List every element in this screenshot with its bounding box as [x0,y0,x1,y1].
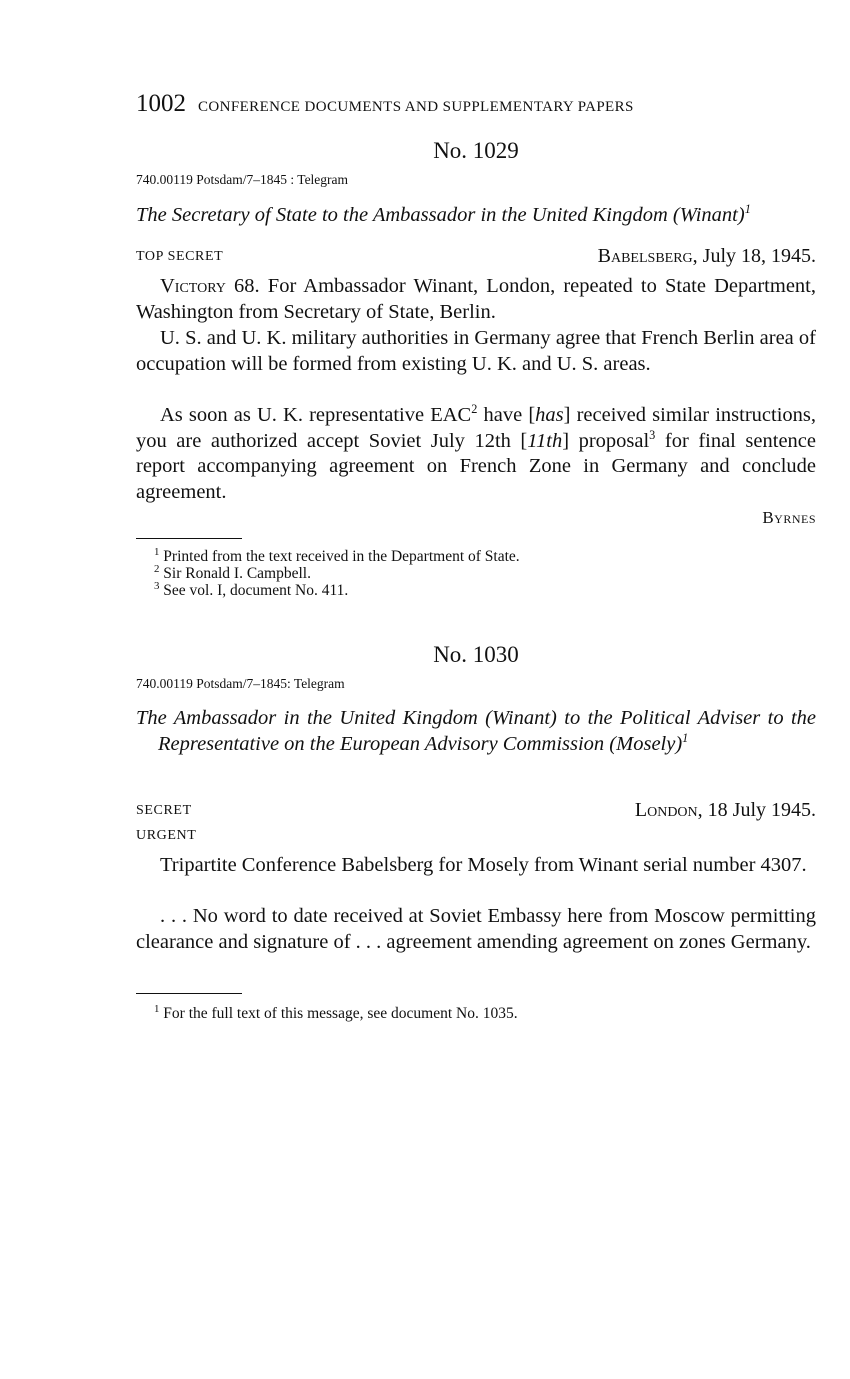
footnote-text: For the full text of this message, see document No. 1035. [159,1005,518,1022]
place-date [635,799,816,822]
telegram-code: Victory [160,275,226,297]
footnote-rule [136,538,242,539]
file-reference-1030: 740.00119 Potsdam/7–1845: Telegram [136,676,345,691]
footnote-ref: 2 [471,402,478,417]
date-text: , July 18, 1945. [692,245,816,267]
footnote-ref: 1 [682,731,689,746]
editorial-insert: has [535,404,564,426]
footnote-ref: 1 [744,202,751,217]
text-seg: ] proposal [562,429,650,452]
footnote-1029-3 [154,579,349,599]
footnote-1029-2 [154,562,311,582]
footnote-mark: 3 [154,579,160,592]
heading-text: The Ambassador in the United Kingdom (Winant) to the Political Adviser to the Representative on the European Advisory Commission (Mosely) [136,707,816,755]
document-heading-1030 [136,705,816,757]
paragraph-1029-2: U. S. and U. K. military authorities in Germany agree that French Berlin area of occupation will be formed from existing U. K. and U. S. areas. [136,327,816,375]
footnote-text: Sir Ronald I. Campbell. [159,565,311,582]
footnote-mark: 1 [154,545,160,558]
place-date [598,245,816,268]
heading-text: The Secretary of State to the Ambassador in the United Kingdom (Winant) [136,204,745,226]
page-number: 1002 [136,90,186,117]
footnote-text: See vol. I, document No. 411. [159,582,349,599]
place-name: London [634,799,698,821]
text-seg: As soon as U. K. representative EAC [160,404,472,426]
classification-label: SECRET [136,803,192,818]
document-number-1030: No. 1030 [433,642,519,667]
paragraph-1030-1: Tripartite Conference Babelsberg for Mosely from Winant serial number 4307. [160,854,807,876]
urgency-label: URGENT [136,828,197,843]
document-heading-1029 [136,202,816,228]
date-text: , 18 July 1945. [697,799,816,821]
footnote-1029-1 [154,545,520,565]
footnote-1030-1 [154,1002,518,1022]
paragraph-1029-3 [136,403,816,505]
paragraph-1029-1 [136,274,816,325]
place-name: Babelsberg [597,245,693,267]
editorial-insert: 11th [527,429,563,452]
document-number-1029: No. 1029 [433,138,519,163]
file-reference-1029: 740.00119 Potsdam/7–1845 : Telegram [136,172,349,187]
footnote-rule [136,993,242,994]
paragraph-1030-2: . . . No word to date received at Soviet Embassy here from Moscow permitting clearance and signature of . . . agreement amending agreement on zones Germany. [136,905,816,953]
footnote-ref: 3 [649,427,656,442]
footnote-mark: 1 [154,1002,160,1015]
running-head [136,90,816,118]
text-seg: have [ [477,404,536,426]
running-head-title: CONFERENCE DOCUMENTS AND SUPPLEMENTARY PAPERS [198,99,634,115]
classification-label: TOP SECRET [136,249,224,264]
footnote-mark: 2 [154,562,160,575]
footnote-text: Printed from the text received in the Department of State. [159,548,520,565]
signature-byrnes: Byrnes [762,508,816,527]
paragraph-text: 68. For Ambassador Winant, London, repeated to State Department, Washington from Secretary of State, Berlin. [136,275,816,323]
text-seg: ] received similar instructions, you are authorized accept Soviet July 12th [ [136,404,817,452]
text-seg: for final sentence report accompanying agreement on French Zone in Germany and conclude agreement. [136,429,816,503]
